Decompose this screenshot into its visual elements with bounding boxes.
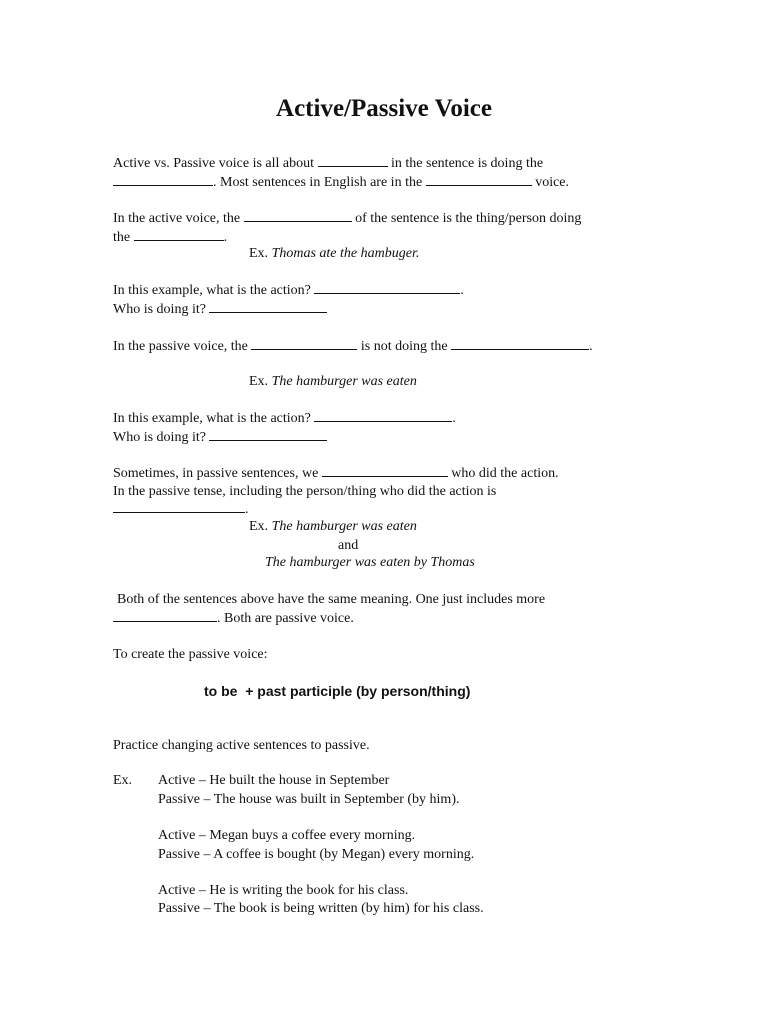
active-example-text: Thomas ate the hambuger.: [271, 246, 420, 261]
sometimes-example-text-2: The hamburger was eaten by Thomas: [265, 555, 475, 570]
practice-ex-label: Ex.: [113, 773, 133, 788]
example-label: Ex.: [249, 519, 269, 534]
blank-intro-3: [426, 173, 532, 186]
practice-active-1: Active – He built the house in September: [158, 773, 390, 788]
practice-active-3: Active – He is writing the book for his class.: [158, 883, 409, 898]
blank-q1-who: [209, 300, 327, 313]
blank-q1-action: [314, 281, 460, 294]
q1-action-line: [113, 281, 464, 300]
q1-who-line: [113, 300, 327, 319]
blank-intro-2: [113, 173, 213, 186]
active-example: [249, 245, 419, 263]
active-text-2b: .: [223, 230, 228, 245]
q2-action-line: [113, 409, 456, 428]
sometimes-line-2: [113, 483, 496, 501]
passive-text-1c: .: [589, 339, 593, 354]
sometimes-line-1: [113, 464, 559, 483]
practice-active-2: Active – Megan buys a coffee every morning.: [158, 828, 416, 843]
practice-passive-2: Passive – A coffee is bought (by Megan) every morning.: [158, 847, 475, 862]
blank-q2-action: [314, 409, 452, 422]
both-text-2: . Both are passive voice.: [217, 611, 354, 626]
sometimes-line-3: [113, 500, 249, 519]
q2-action-text: In this example, what is the action?: [113, 411, 311, 426]
q2-action-end: .: [452, 411, 456, 426]
practice-passive-1: Passive – The house was built in September (by him).: [158, 792, 460, 807]
sometimes-text-1b: who did the action.: [451, 466, 559, 481]
passive-line-1: [113, 337, 593, 356]
passive-example-text: The hamburger was eaten: [271, 374, 417, 389]
active-line-1: [113, 209, 581, 228]
q2-who-text: Who is doing it?: [113, 430, 206, 445]
blank-sometimes-1: [322, 464, 448, 477]
both-line-1: Both of the sentences above have the same meaning. One just includes more: [117, 592, 546, 607]
blank-passive-2: [451, 337, 589, 350]
intro-text-1a: Active vs. Passive voice is all about: [113, 156, 315, 171]
practice-label: Practice changing active sentences to passive.: [113, 738, 370, 753]
q1-action-text: In this example, what is the action?: [113, 283, 311, 298]
sometimes-text-1a: Sometimes, in passive sentences, we: [113, 466, 319, 481]
blank-intro-1: [318, 154, 388, 167]
q2-who-line: [113, 428, 327, 447]
sometimes-text-3: .: [245, 502, 249, 517]
passive-text-1a: In the passive voice, the: [113, 339, 248, 354]
practice-passive-3: Passive – The book is being written (by him) for his class.: [158, 901, 484, 916]
create-label: To create the passive voice:: [113, 647, 268, 662]
blank-both: [113, 609, 217, 622]
q1-action-end: .: [460, 283, 464, 298]
passive-example: [249, 373, 417, 391]
page-title: Active/Passive Voice: [276, 95, 492, 122]
blank-sometimes-2: [113, 500, 245, 513]
blank-passive-1: [251, 337, 357, 350]
passive-text-1b: is not doing the: [360, 339, 448, 354]
blank-active-1: [244, 209, 352, 222]
active-text-1a: In the active voice, the: [113, 211, 241, 226]
sometimes-and: and: [338, 538, 359, 553]
blank-active-2: [134, 228, 224, 241]
both-line-2: [113, 609, 354, 628]
passive-formula: to be + past participle (by person/thing): [204, 683, 471, 699]
intro-line-2: [113, 173, 569, 192]
intro-line-1: [113, 154, 543, 173]
active-text-1b: of the sentence is the thing/person doing: [355, 211, 582, 226]
sometimes-text-2: In the passive tense, including the person/thing who did the action is: [113, 484, 497, 499]
example-label: Ex.: [249, 374, 269, 389]
sometimes-example-text-1: The hamburger was eaten: [271, 519, 417, 534]
blank-q2-who: [209, 428, 327, 441]
example-label: Ex.: [249, 246, 269, 261]
intro-text-1b: in the sentence is doing the: [391, 156, 544, 171]
active-text-2a: the: [113, 230, 131, 245]
q1-who-text: Who is doing it?: [113, 302, 206, 317]
intro-text-2a: . Most sentences in English are in the: [213, 175, 423, 190]
active-line-2: [113, 228, 227, 247]
sometimes-example-1: [249, 518, 417, 536]
intro-text-2b: voice.: [535, 175, 570, 190]
